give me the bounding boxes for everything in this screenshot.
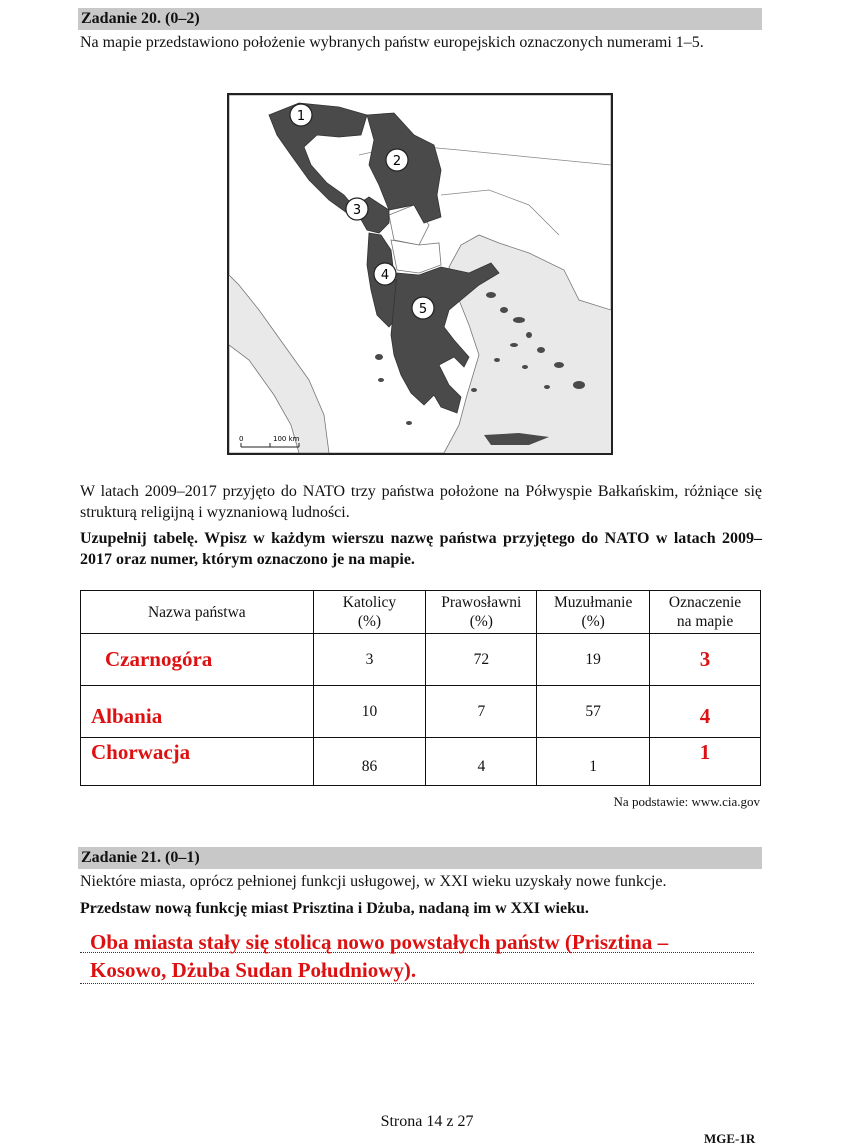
country-name-cell[interactable]: Albania <box>81 686 314 738</box>
country-name-cell[interactable]: Chorwacja <box>81 738 314 786</box>
orthodox-cell: 7 <box>426 686 537 738</box>
task20-intro: Na mapie przedstawiono położenie wybranych państw europejskich oznaczonych numerami 1–5. <box>80 34 704 51</box>
marker-4 <box>374 263 396 285</box>
catholics-cell: 3 <box>313 634 426 686</box>
answer-line-2[interactable]: Kosowo, Dżuba Sudan Południowy). <box>90 958 417 982</box>
task21-header: Zadanie 21. (0–1) <box>81 849 200 866</box>
svg-text:1: 1 <box>296 109 306 124</box>
marker-1 <box>290 104 312 126</box>
marker-2 <box>386 149 408 171</box>
map-mark-cell[interactable]: 1 <box>650 738 761 786</box>
answer-dotted-line-1 <box>80 952 754 953</box>
svg-text:3: 3 <box>352 203 362 218</box>
svg-text:2: 2 <box>392 154 402 169</box>
answer-line-1[interactable]: Oba miasta stały się stolicą nowo powstałych państw (Prisztina – <box>90 930 669 954</box>
balkan-map <box>227 93 613 455</box>
marker-3 <box>346 198 368 220</box>
orthodox-cell: 4 <box>426 738 537 786</box>
task21-intro: Niektóre miasta, oprócz pełnionej funkcji usługowej, w XXI wieku uzyskały nowe funkcje. <box>80 873 667 890</box>
map-graphic <box>229 95 611 453</box>
header-catholics: Katolicy (%) <box>313 591 426 634</box>
marker-5 <box>412 297 434 319</box>
table-header-row <box>81 591 761 634</box>
header-name: Nazwa państwa <box>81 591 314 634</box>
header-muslims: Muzułmanie (%) <box>537 591 650 634</box>
answer-dotted-line-2 <box>80 983 754 984</box>
page-number: Strona 14 z 27 <box>380 1113 474 1130</box>
header-orthodox: Prawosławni (%) <box>426 591 537 634</box>
catholics-cell: 10 <box>313 686 426 738</box>
task20-instruction: Uzupełnij tabelę. Wpisz w każdym wierszu nazwę państwa przyjętego do NATO w latach 2009–2017 oraz numer, którym oznaczono je na mapie. <box>80 530 762 568</box>
exam-code: MGE-1R <box>704 1131 756 1146</box>
svg-text:5: 5 <box>418 302 428 317</box>
muslims-cell: 19 <box>537 634 650 686</box>
svg-text:4: 4 <box>380 268 390 283</box>
muslims-cell: 57 <box>537 686 650 738</box>
task21-header-bar <box>78 847 762 869</box>
task21-instruction: Przedstaw nową funkcję miast Prisztina i Dżuba, nadaną im w XXI wieku. <box>80 900 589 917</box>
table-row <box>81 738 761 786</box>
orthodox-cell: 72 <box>426 634 537 686</box>
source-note: Na podstawie: www.cia.gov <box>613 794 760 809</box>
task20-header: Zadanie 20. (0–2) <box>81 10 200 27</box>
country-name-cell[interactable]: Czarnogóra <box>81 634 314 686</box>
map-mark-cell[interactable]: 3 <box>650 634 761 686</box>
religion-table <box>80 590 761 786</box>
svg-text:100 km: 100 km <box>273 435 300 443</box>
table-row <box>81 634 761 686</box>
map-mark-cell[interactable]: 4 <box>650 686 761 738</box>
task20-header-bar <box>78 8 762 30</box>
header-mark: Oznaczenie na mapie <box>650 591 761 634</box>
table-row <box>81 686 761 738</box>
muslims-cell: 1 <box>537 738 650 786</box>
task20-context: W latach 2009–2017 przyjęto do NATO trzy państwa położone na Półwyspie Bałkańskim, różniące się strukturą religijną i wyznaniową ludności. <box>80 483 762 521</box>
svg-text:0: 0 <box>239 435 244 443</box>
catholics-cell: 86 <box>313 738 426 786</box>
